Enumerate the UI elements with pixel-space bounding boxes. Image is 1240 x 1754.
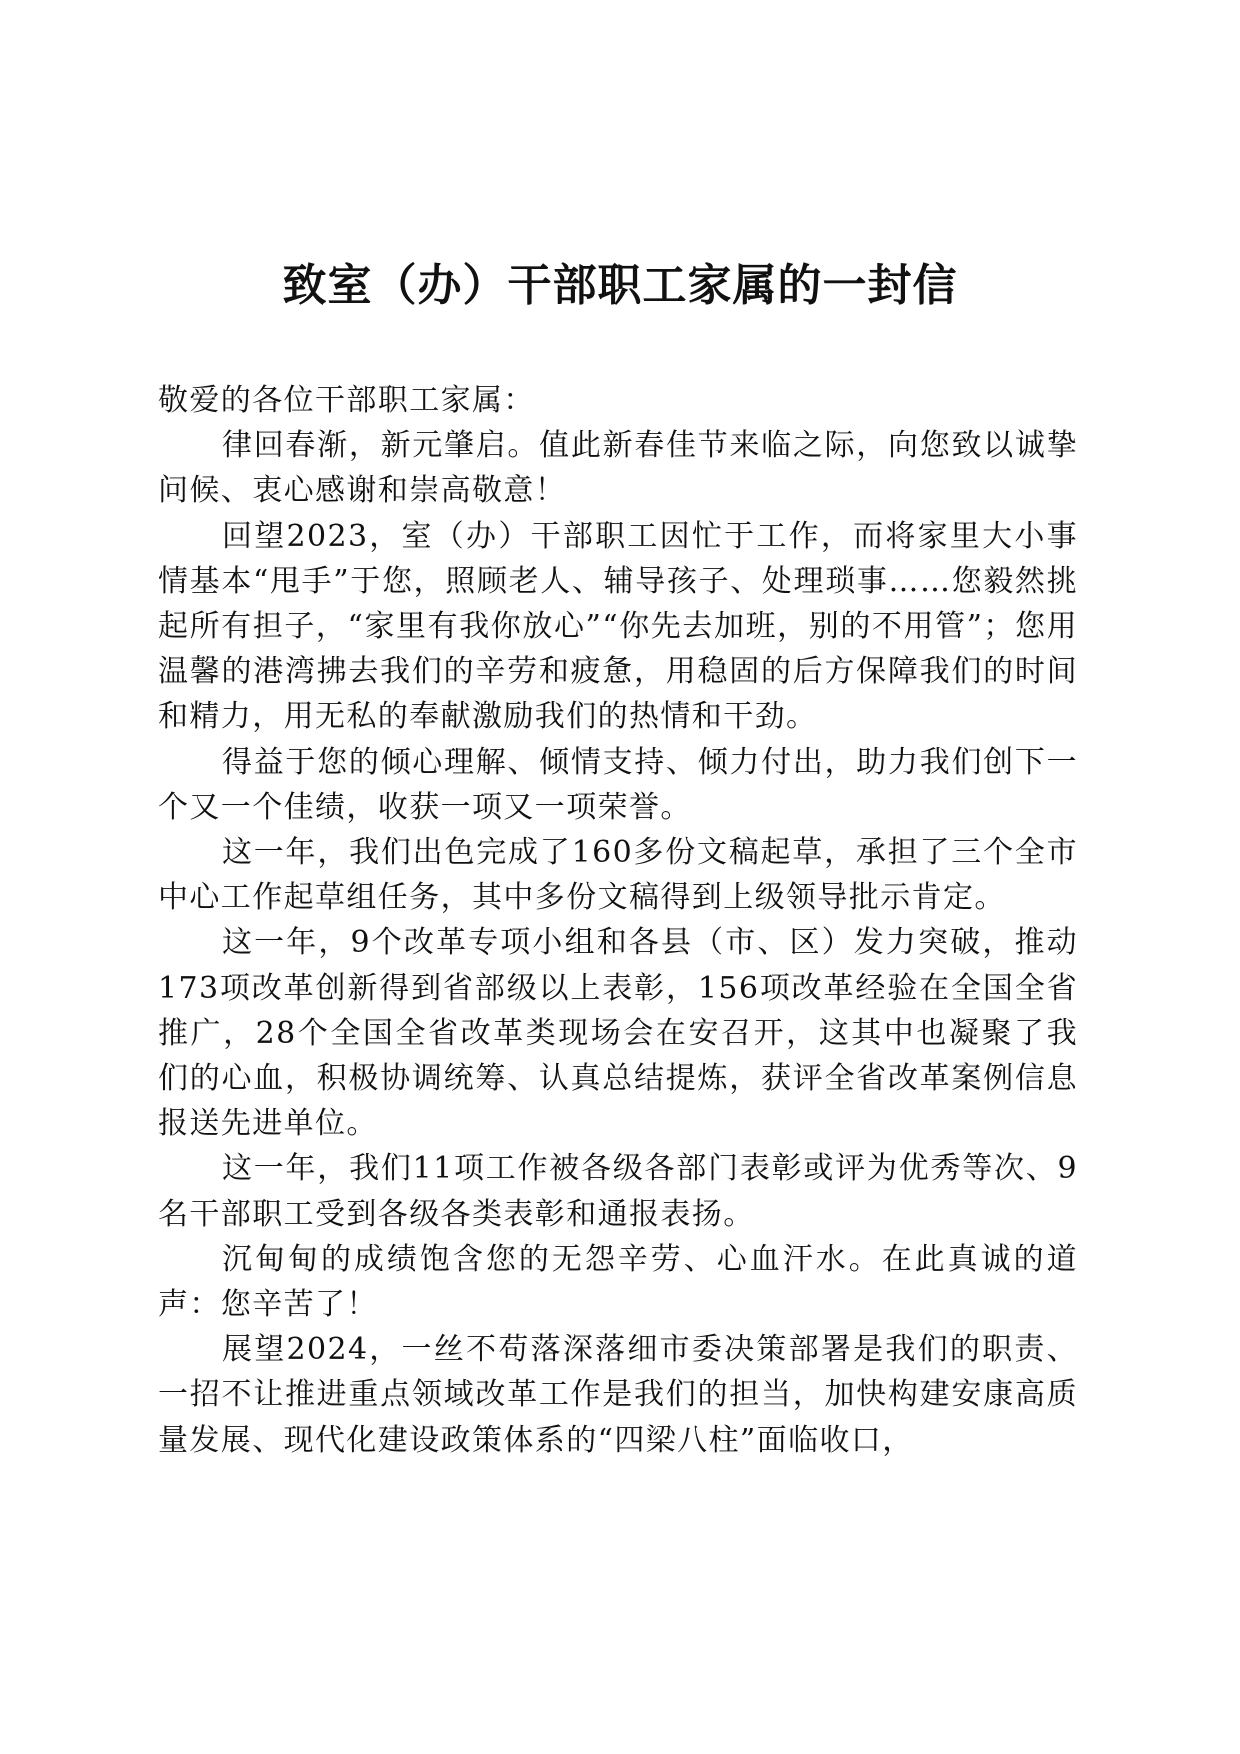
paragraph-outlook-2024: 展望2024，一丝不苟落深落细市委决策部署是我们的职责、一招不让推进重点领域改革工作是我们的担当，加快构建安康高质量发展、现代化建设政策体系的“四梁八柱”面临收口，: [158, 1332, 1078, 1458]
paragraph-review-2023: 回望2023，室（办）干部职工因忙于工作，而将家里大小事情基本“甩手”于您，照顾老人、辅导孩子、处理琐事……您毅然挑起所有担子，“家里有我你放心”“你先去加班，别的不用管”；您用温馨的港湾拂去我们的辛劳和疲惫，用稳固的后方保障我们的时间和精力，用无私的奉献激励我们的热情和干劲。: [158, 518, 1078, 735]
paragraph-thanks: 沉甸甸的成绩饱含您的无怨辛劳、心血汗水。在此真诚的道声：您辛苦了！: [158, 1241, 1078, 1323]
letter-title: 致室（办）干部职工家属的一封信: [282, 260, 958, 311]
paragraph-honors: 这一年，我们11项工作被各级各部门表彰或评为优秀等次、9名干部职工受到各级各类表彰和通报表扬。: [158, 1151, 1078, 1232]
paragraph-greeting: 律回春渐，新元肇启。值此新春佳节来临之际，向您致以诚挚问候、衷心感谢和崇高敬意！: [158, 428, 1078, 509]
paragraph-gratitude: 得益于您的倾心理解、倾情支持、倾力付出，助力我们创下一个又一个佳绩，收获一项又一项荣誉。: [158, 744, 1078, 825]
salutation: 敬爱的各位干部职工家属：: [158, 383, 535, 418]
letter-body: [158, 378, 1078, 1463]
paragraph-drafting-achievements: 这一年，我们出色完成了160多份文稿起草，承担了三个全市中心工作起草组任务，其中多份文稿得到上级领导批示肯定。: [158, 835, 1078, 916]
paragraph-reform-achievements: 这一年，9个改革专项小组和各县（市、区）发力突破，推动173项改革创新得到省部级以上表彰，156项改革经验在全国全省推广，28个全国全省改革类现场会在安召开，这其中也凝聚了我们的心血，积极协调统筹、认真总结提炼，获评全省改革案例信息报送先进单位。: [158, 925, 1078, 1142]
